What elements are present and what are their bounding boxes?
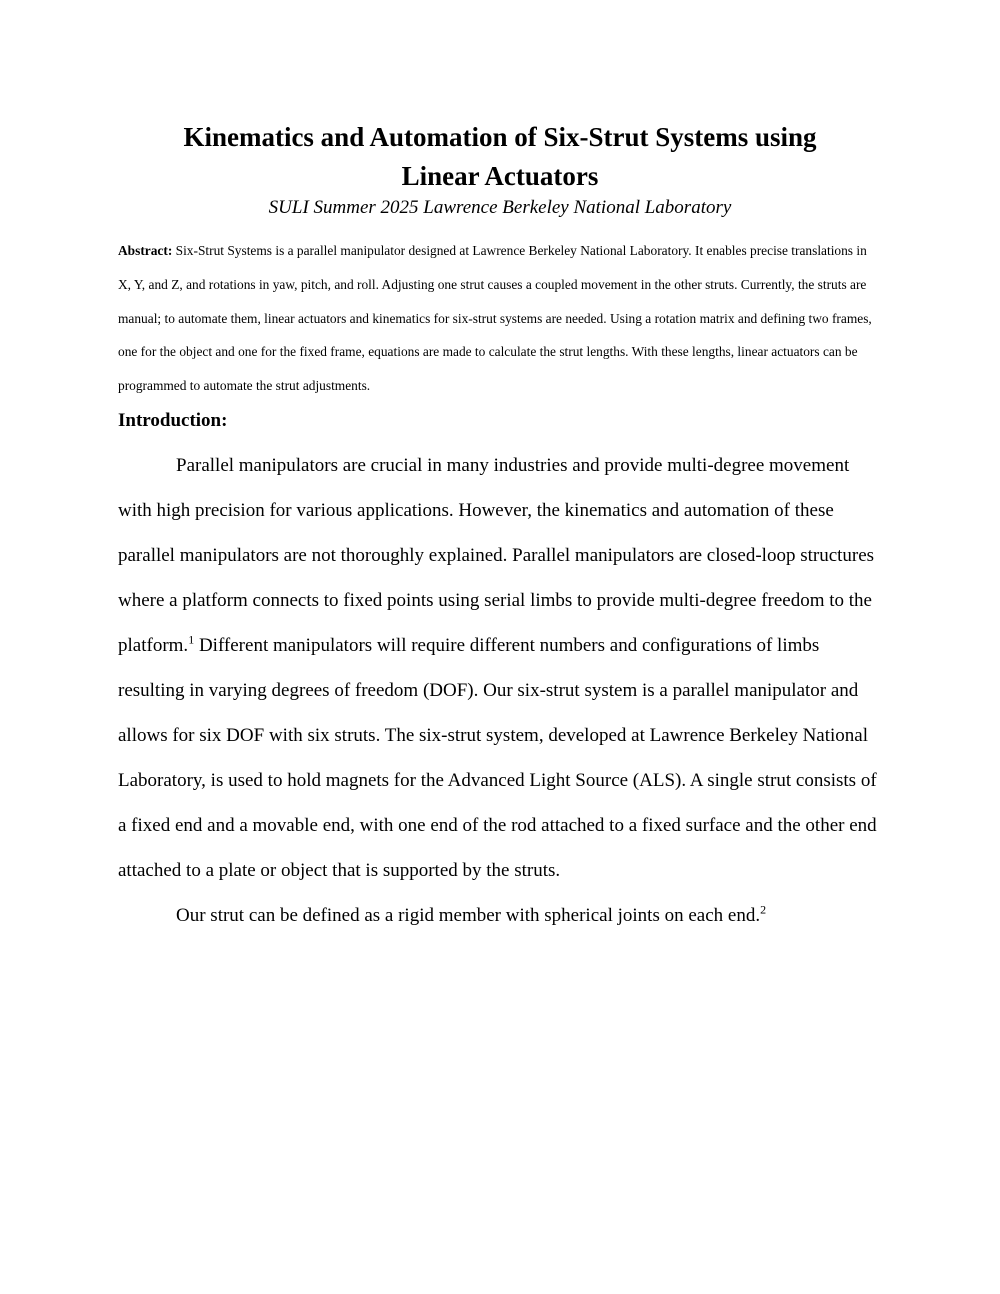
- intro-para1-text-a: Parallel manipulators are crucial in many industries and provide multi-degree movement with high precision for various applications. However, the kinematics and automation of these parallel manipulators are not thoroughly explained. Parallel manipulators are closed-loop structures where a platform connects to fixed points using serial limbs to provide multi-degree freedom to the platform.: [118, 454, 875, 656]
- abstract-text: Six-Strut Systems is a parallel manipulator designed at Lawrence Berkeley National Laboratory. It enables precise translations in X, Y, and Z, and rotations in yaw, pitch, and roll. Adjusting one strut causes a coupled movement in the other struts. Currently, the struts are manual; to automate them, linear actuators and kinematics for six-strut systems are needed. Using a rotation matrix and defining two frames, one for the object and one for the fixed frame, equations are made to calculate the strut lengths. With these lengths, linear actuators can be programmed to automate the strut adjustments.: [118, 243, 872, 394]
- intro-para2-text: Our strut can be defined as a rigid member with spherical joints on each end.: [176, 904, 761, 926]
- abstract-paragraph: [118, 234, 882, 403]
- paper-subtitle: SULI Summer 2025 Lawrence Berkeley National Laboratory: [268, 197, 732, 218]
- footnote-ref-2: 2: [760, 902, 767, 917]
- title-line-2: Linear Actuators: [401, 161, 599, 191]
- title-line-1: Kinematics and Automation of Six-Strut Systems using: [183, 122, 817, 152]
- abstract-label: Abstract:: [118, 243, 173, 258]
- intro-para1-text-b: Different manipulators will require different numbers and configurations of limbs resulting in varying degrees of freedom (DOF). Our six-strut system is a parallel manipulator and allows for six DOF with six struts. The six-strut system, developed at Lawrence Berkeley National Laboratory, is used to hold magnets for the Advanced Light Source (ALS). A single strut consists of a fixed end and a movable end, with one end of the rod attached to a fixed surface and the other end attached to a plate or object that is supported by the struts.: [118, 634, 877, 881]
- introduction-paragraph-2: [118, 893, 882, 938]
- footnote-ref-1: 1: [188, 632, 195, 647]
- paper-title: [118, 118, 882, 196]
- introduction-paragraph-1: [118, 443, 882, 893]
- introduction-heading: Introduction:: [118, 409, 228, 431]
